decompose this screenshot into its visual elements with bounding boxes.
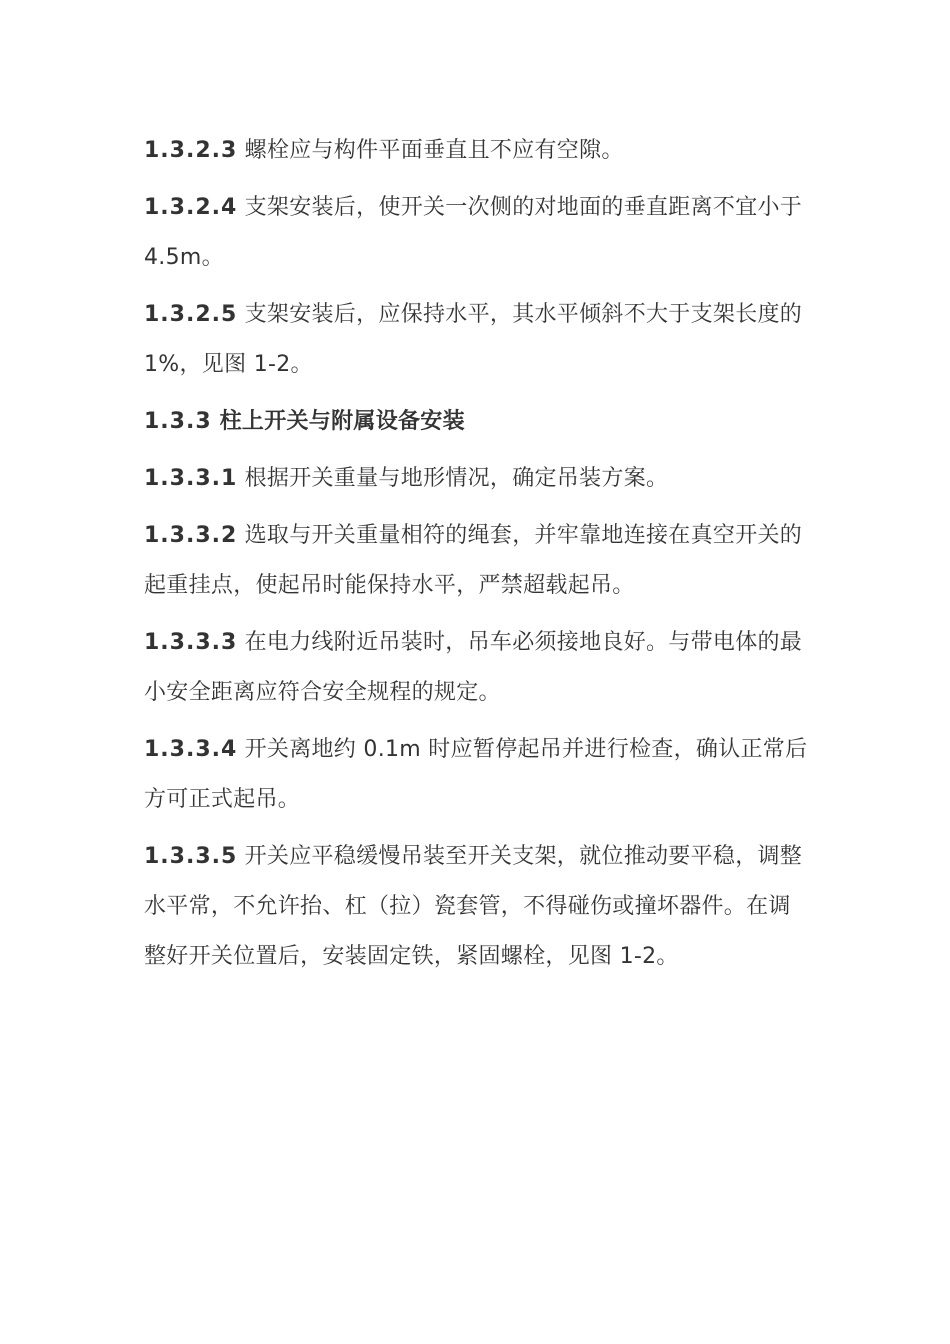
paragraph-text: 选取与开关重量相符的绳套，并牢靠地连接在真空开关的起重挂点，使起吊时能保持水平，严禁超载起吊。 xyxy=(144,523,803,598)
section-heading-1-3-3 xyxy=(144,397,810,447)
document-body xyxy=(144,126,810,989)
paragraph-text: 支架安装后，使开关一次侧的对地面的垂直距离不宜小于 4.5m。 xyxy=(144,195,803,270)
paragraph-text: 支架安装后，应保持水平，其水平倾斜不大于支架长度的 1%，见图 1-2。 xyxy=(144,302,803,377)
section-number: 1.3.3.2 xyxy=(144,523,238,548)
section-number: 1.3.3.1 xyxy=(144,466,238,491)
paragraph-1-3-2-5 xyxy=(144,290,810,390)
paragraph-1-3-2-3 xyxy=(144,126,810,176)
section-number: 1.3.2.4 xyxy=(144,195,238,220)
paragraph-1-3-3-1 xyxy=(144,454,810,504)
section-number: 1.3.3 xyxy=(144,409,212,434)
paragraph-text: 在电力线附近吊装时，吊车必须接地良好。与带电体的最小安全距离应符合安全规程的规定。 xyxy=(144,630,803,705)
section-number: 1.3.3.3 xyxy=(144,630,238,655)
section-title: 柱上开关与附属设备安装 xyxy=(211,409,465,434)
paragraph-1-3-2-4 xyxy=(144,183,810,283)
paragraph-1-3-3-3 xyxy=(144,618,810,718)
paragraph-1-3-3-2 xyxy=(144,511,810,611)
paragraph-1-3-3-4 xyxy=(144,725,810,825)
section-number: 1.3.3.4 xyxy=(144,737,238,762)
paragraph-1-3-3-5 xyxy=(144,832,810,982)
paragraph-text: 螺栓应与构件平面垂直且不应有空隙。 xyxy=(237,138,624,163)
section-number: 1.3.3.5 xyxy=(144,844,238,869)
section-number: 1.3.2.5 xyxy=(144,302,238,327)
paragraph-text: 开关离地约 0.1m 时应暂停起吊并进行检查，确认正常后方可正式起吊。 xyxy=(144,737,808,812)
paragraph-text: 开关应平稳缓慢吊装至开关支架，就位推动要平稳，调整水平常，不允许抬、杠（拉）瓷套管，不得碰伤或撞坏器件。在调整好开关位置后，安装固定铁，紧固螺栓，见图 1-2。 xyxy=(144,844,803,969)
section-number: 1.3.2.3 xyxy=(144,138,238,163)
paragraph-text: 根据开关重量与地形情况，确定吊装方案。 xyxy=(237,466,669,491)
